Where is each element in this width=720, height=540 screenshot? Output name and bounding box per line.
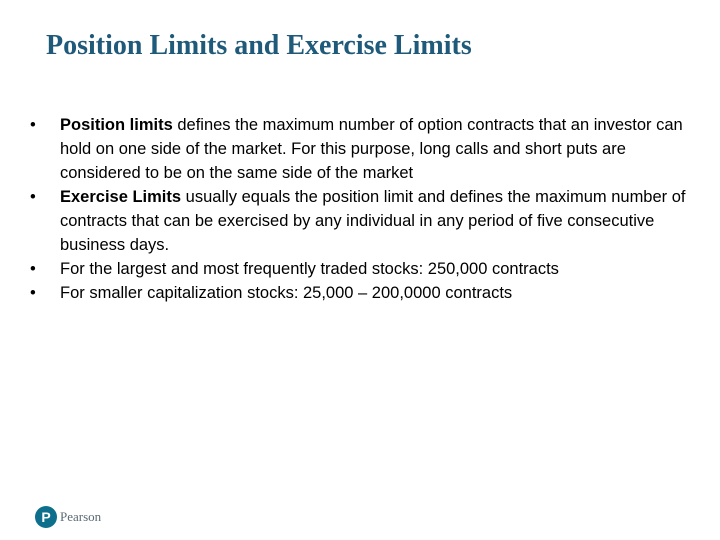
bullet-list [30,113,690,305]
bullet-text: defines the maximum number of option contracts that an investor can hold on one side of the market. For this purpose, long calls and short puts are considered to be on the same side of the market [60,116,683,182]
bullet-icon: • [30,284,36,302]
bullet-icon: • [30,116,36,134]
slide-title: Position Limits and Exercise Limits [46,30,472,61]
pearson-logo-text: Pearson [60,509,102,524]
bullet-icon: • [30,188,36,206]
bullet-item [30,113,690,185]
bullet-item [30,185,690,257]
bullet-term: Position limits [60,116,173,134]
bullet-text: For the largest and most frequently traded stocks: 250,000 contracts [60,260,559,278]
bullet-term: Exercise Limits [60,188,182,206]
bullet-item [30,257,690,281]
bullet-text: For smaller capitalization stocks: 25,000 – 200,0000 contracts [60,284,513,302]
pearson-logo-icon: P [35,506,57,528]
bullet-icon: • [30,260,36,278]
bullet-item [30,281,690,305]
bullet-text: usually equals the position limit and defines the maximum number of contracts that can be exercised by any individual in any period of five consecutive business days. [60,188,686,254]
pearson-logo [35,506,101,528]
